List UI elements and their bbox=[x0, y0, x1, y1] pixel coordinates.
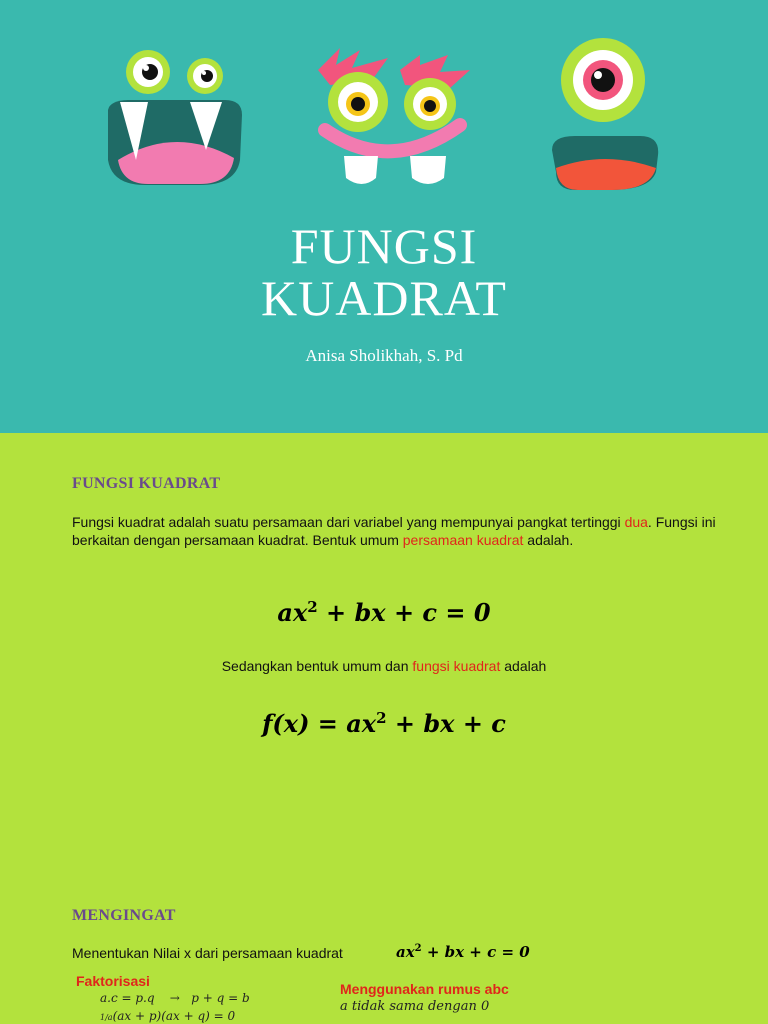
faktorisasi-line-1: a.c = p.q → p + q = b bbox=[100, 991, 250, 1005]
monster-faces-illustration bbox=[0, 0, 768, 220]
quadratic-function-formula bbox=[0, 709, 768, 738]
formula2-exponent: 2 bbox=[376, 709, 387, 727]
faktorisasi-factors: (ax + p)(ax + q) = 0 bbox=[112, 1009, 236, 1023]
faktorisasi-label: Faktorisasi bbox=[76, 973, 150, 989]
cover-title bbox=[0, 220, 768, 324]
quadratic-equation-formula bbox=[0, 598, 768, 627]
section-heading-fungsi-kuadrat: FUNGSI KUADRAT bbox=[72, 475, 221, 492]
cover-title-line-1: FUNGSI bbox=[290, 218, 478, 274]
sentence-text-2: adalah bbox=[500, 658, 547, 674]
highlight-fungsi-kuadrat: fungsi kuadrat bbox=[412, 658, 501, 674]
monster-left bbox=[108, 50, 242, 185]
faktorisasi-fraction: 1/a bbox=[100, 1013, 113, 1022]
monster-right bbox=[552, 38, 658, 190]
roots-formula-main: ax bbox=[396, 943, 415, 961]
cover-title-line-2: KUADRAT bbox=[261, 270, 507, 326]
content-slide bbox=[0, 433, 768, 1024]
rumus-abc-label: Menggunakan rumus abc bbox=[340, 981, 509, 997]
formula1-rest: + bx + c = 0 bbox=[317, 598, 491, 627]
roots-formula-exponent: 2 bbox=[414, 943, 422, 954]
definition-paragraph bbox=[72, 513, 722, 549]
monster-middle bbox=[318, 48, 470, 184]
highlight-dua: dua bbox=[624, 514, 648, 530]
section-heading-mengingat: MENGINGAT bbox=[72, 907, 176, 924]
formula2-main: f(x) = ax bbox=[262, 709, 377, 738]
rumus-abc-note: a tidak sama dengan 0 bbox=[340, 999, 490, 1014]
cover-author: Anisa Sholikhah, S. Pd bbox=[305, 346, 463, 365]
paragraph-text-3: adalah. bbox=[523, 532, 574, 548]
paragraph-text-2: . Fungsi ini berkaitan dengan persamaan kuadrat. Bentuk umum bbox=[72, 514, 716, 548]
title-slide bbox=[0, 0, 768, 433]
sentence-text-1: Sedangkan bentuk umum dan bbox=[221, 658, 413, 674]
formula2-rest: + bx + c bbox=[386, 709, 506, 738]
roots-formula-rest: + bx + c = 0 bbox=[421, 943, 530, 961]
roots-formula bbox=[396, 943, 530, 961]
function-intro-sentence bbox=[0, 658, 768, 674]
paragraph-text-1: Fungsi kuadrat adalah suatu persamaan dari variabel yang mempunyai pangkat tertinggi bbox=[72, 514, 625, 530]
highlight-persamaan-kuadrat: persamaan kuadrat bbox=[402, 532, 524, 548]
faktorisasi-line-2 bbox=[100, 1009, 235, 1023]
roots-intro: Menentukan Nilai x dari persamaan kuadrat bbox=[72, 945, 343, 961]
formula1-exponent: 2 bbox=[307, 598, 318, 616]
formula1-main: ax bbox=[277, 598, 308, 627]
